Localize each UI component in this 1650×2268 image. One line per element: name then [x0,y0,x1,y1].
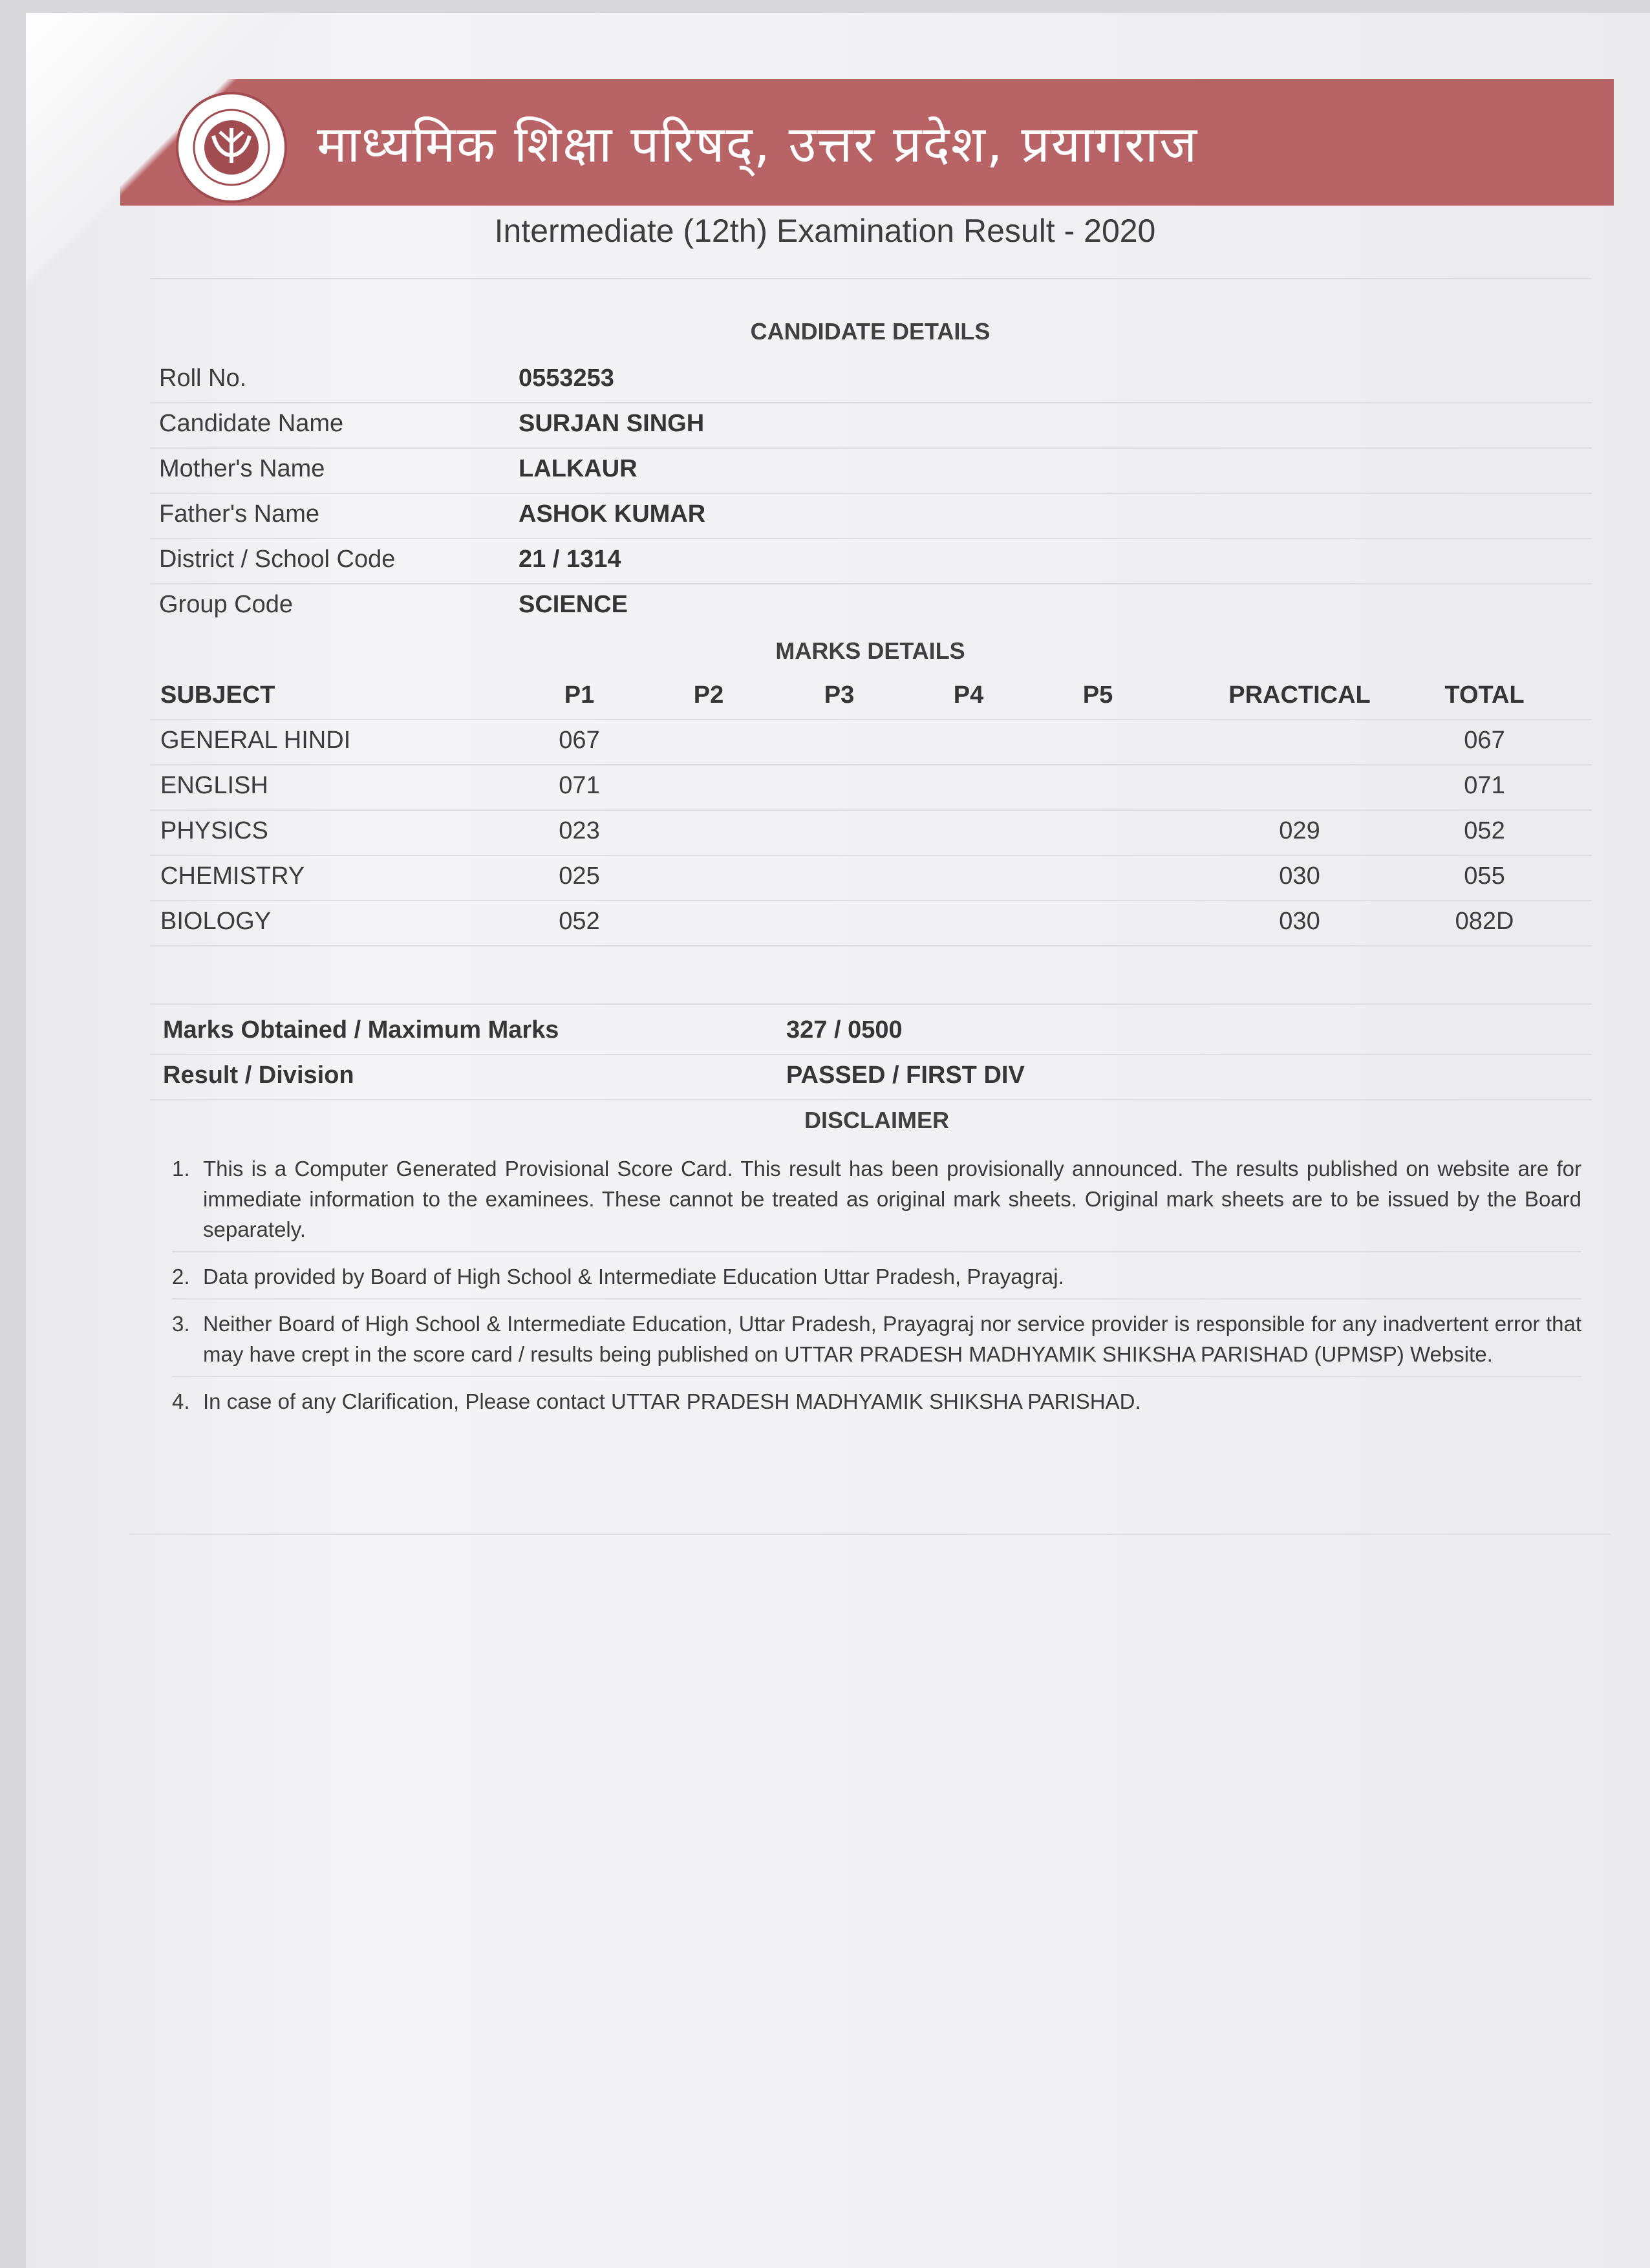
field-value: 21 / 1314 [519,546,621,573]
table-row [150,809,1592,856]
marks-header-row [150,674,1592,720]
result-division-row [150,1054,1592,1100]
candidate-row-mother [150,447,1592,494]
column-header-subject: SUBJECT [160,681,275,709]
subject-cell: PHYSICS [160,817,268,844]
field-value: SCIENCE [519,591,628,618]
total-cell: 071 [1464,772,1505,799]
marks-obtained-value: 327 / 0500 [786,1016,903,1043]
field-label: Mother's Name [159,455,325,482]
marks-obtained-label: Marks Obtained / Maximum Marks [163,1016,559,1043]
disclaimer-item [172,1309,1581,1377]
marks-details-heading: MARKS DETAILS [775,637,965,664]
subject-cell: ENGLISH [160,772,268,799]
subject-cell: CHEMISTRY [160,862,305,890]
candidate-row-district [150,538,1592,584]
table-row [150,764,1592,811]
table-row [150,900,1592,947]
total-cell: 067 [1464,727,1505,754]
disclaimer-item-text: This is a Computer Generated Provisional Score Card. This result has been provisionally announced. The results published on website are for immediate information to the examinees. These cannot be treated as original mark sheets. Original mark sheets are to be issued by the Board separately. [203,1157,1581,1241]
candidate-row-name [150,402,1592,449]
disclaimer-item-number: 1. [172,1157,190,1181]
result-division-value: PASSED / FIRST DIV [786,1062,1025,1089]
board-name-hindi: माध्यमिक शिक्षा परिषद्, उत्तर प्रदेश, प्रयागराज [317,116,1199,174]
disclaimer-item-text: Neither Board of High School & Intermediate Education, Uttar Pradesh, Prayagraj nor service provider is responsible for any inadvertent error that may have crept in the score card / results being published on UTTAR PRADESH MADHYAMIK SHIKSHA PARISHAD (UPMSP) Website. [203,1312,1581,1366]
column-header-total: TOTAL [1444,681,1525,709]
p1-cell: 067 [559,727,600,754]
disclaimer-list [172,1153,1581,1417]
disclaimer-item [172,1153,1581,1252]
practical-cell: 029 [1279,817,1320,844]
footer-divider [129,1534,1610,1535]
p1-cell: 052 [559,908,600,935]
table-row [150,719,1592,765]
disclaimer-item-number: 2. [172,1265,190,1289]
total-cell: 055 [1464,862,1505,890]
subject-cell: BIOLOGY [160,908,272,935]
practical-cell: 030 [1279,862,1320,890]
field-value: ASHOK KUMAR [519,500,706,528]
field-value: SURJAN SINGH [519,410,705,437]
candidate-row-roll [150,357,1592,403]
field-label: Father's Name [159,500,320,528]
column-header-p4: P4 [953,681,984,709]
disclaimer-item-number: 4. [172,1389,190,1413]
candidate-row-father [150,493,1592,539]
field-value: LALKAUR [519,455,638,482]
column-header-p1: P1 [564,681,595,709]
table-row [150,855,1592,901]
disclaimer-item-text: Data provided by Board of High School & Intermediate Education Uttar Pradesh, Prayagraj. [203,1265,1064,1289]
field-label: Group Code [159,591,294,618]
column-header-practical: PRACTICAL [1228,681,1371,709]
disclaimer-item [172,1386,1581,1417]
total-cell: 052 [1464,817,1505,844]
paper-sheet [26,13,1650,2268]
exam-title: Intermediate (12th) Examination Result - 2020 [494,213,1156,249]
column-header-p5: P5 [1082,681,1113,709]
column-header-p2: P2 [693,681,724,709]
disclaimer-item [172,1261,1581,1300]
field-label: Candidate Name [159,410,344,437]
column-header-p3: P3 [824,681,855,709]
disclaimer-heading: DISCLAIMER [804,1107,949,1133]
title-divider [150,278,1592,279]
subject-cell: GENERAL HINDI [160,727,351,754]
field-label: District / School Code [159,546,396,573]
spacer-row [150,958,1592,1005]
disclaimer-item-number: 3. [172,1312,190,1336]
up-emblem-icon [175,91,288,204]
candidate-row-group [150,583,1592,628]
p1-cell: 025 [559,862,600,890]
result-division-label: Result / Division [163,1062,354,1089]
p1-cell: 023 [559,817,600,844]
candidate-details-heading: CANDIDATE DETAILS [750,318,991,345]
p1-cell: 071 [559,772,600,799]
field-label: Roll No. [159,365,247,392]
practical-cell: 030 [1279,908,1320,935]
disclaimer-item-text: In case of any Clarification, Please contact UTTAR PRADESH MADHYAMIK SHIKSHA PARISHAD. [203,1389,1141,1413]
marks-obtained-row [150,1009,1592,1055]
total-cell: 082D [1455,908,1514,935]
field-value: 0553253 [519,365,614,392]
